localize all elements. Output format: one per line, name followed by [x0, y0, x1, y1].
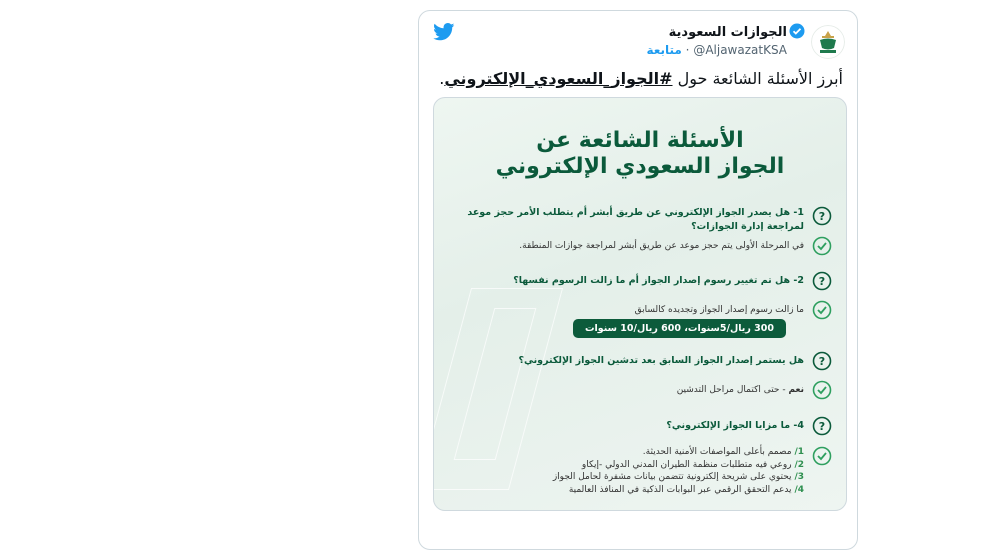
faq-answer-2: ما زالت رسوم إصدار الجواز وتجديده كالسابق — [448, 300, 832, 320]
check-icon — [812, 300, 832, 320]
answer-yes: نعم — [788, 385, 804, 395]
list-item: 3/ يحتوي على شريحة إلكترونية تتضمن بيانات مشفرة لحامل الجواز — [552, 472, 804, 482]
answer-rest: - حتى اكتمال مراحل التدشين — [676, 385, 789, 395]
faq-question-3: ? هل يستمر إصدار الجواز السابق بعد تدشين الجواز الإلكتروني؟ — [448, 351, 832, 371]
svg-text:?: ? — [818, 420, 826, 433]
tweet-card[interactable] — [418, 10, 858, 550]
faq-answer-1: في المرحلة الأولى يتم حجز موعد عن طريق أبشر لمراجعة جوازات المنطقة. — [448, 236, 832, 256]
display-name[interactable]: الجوازات السعودية — [668, 25, 787, 40]
check-icon — [812, 236, 832, 256]
hashtag-link[interactable]: #الجواز_السعودي_الإلكتروني — [444, 69, 673, 88]
question-icon — [812, 271, 832, 291]
twitter-bird-icon[interactable] — [433, 23, 455, 41]
question-icon — [812, 351, 832, 371]
question-icon — [812, 416, 832, 436]
check-icon — [812, 446, 832, 466]
svg-text:?: ? — [818, 275, 826, 288]
feature-list — [553, 446, 804, 496]
list-item: 1/ مصمم بأعلى المواصفات الأمنية الحديثة. — [642, 447, 804, 457]
svg-text:?: ? — [818, 210, 826, 223]
faq-question-4: ? 4- ما مزايا الجواز الإلكتروني؟ — [448, 416, 832, 436]
infographic-title-line2: الجواز السعودي الإلكتروني — [495, 154, 785, 179]
svg-text:?: ? — [818, 355, 826, 368]
list-item: 4/ يدعم التحقق الرقمي عبر البوابات الذكية في المنافذ العالمية — [568, 484, 804, 495]
question-icon — [812, 206, 832, 226]
tweet-text-prefix: أبرز الأسئلة الشائعة حول — [677, 69, 843, 88]
verified-badge-icon — [789, 23, 805, 39]
avatar[interactable] — [811, 25, 845, 59]
handle[interactable]: @AljawazatKSA — [693, 43, 787, 57]
faq-answer-3 — [448, 380, 832, 400]
faq-answer-4 — [448, 446, 832, 496]
fees-badge: 300 ريال/5سنوات، 600 ريال/10 سنوات — [573, 319, 786, 338]
infographic-title-line1: الأسئلة الشائعة عن — [536, 128, 744, 153]
separator: · — [685, 43, 690, 57]
follow-button[interactable]: متابعة — [646, 43, 682, 57]
tweet-image[interactable] — [433, 97, 847, 511]
tweet-text — [439, 69, 843, 88]
check-icon — [812, 380, 832, 400]
list-item: 2/ روعي فيه متطلبات منظمة الطيران المدني الدولي -إيكاو — [581, 459, 804, 470]
tweet-text-suffix: . — [439, 69, 445, 88]
faq-question-1: ? 1- هل يصدر الجواز الإلكتروني عن طريق أبشر أم يتطلب الأمر حجز موعد لمراجعة إدارة الجوازات؟ — [448, 206, 832, 234]
faq-question-2: ? 2- هل تم تغيير رسوم إصدار الجواز أم ما زالت الرسوم نفسها؟ — [448, 271, 832, 291]
handle-row — [646, 43, 787, 57]
